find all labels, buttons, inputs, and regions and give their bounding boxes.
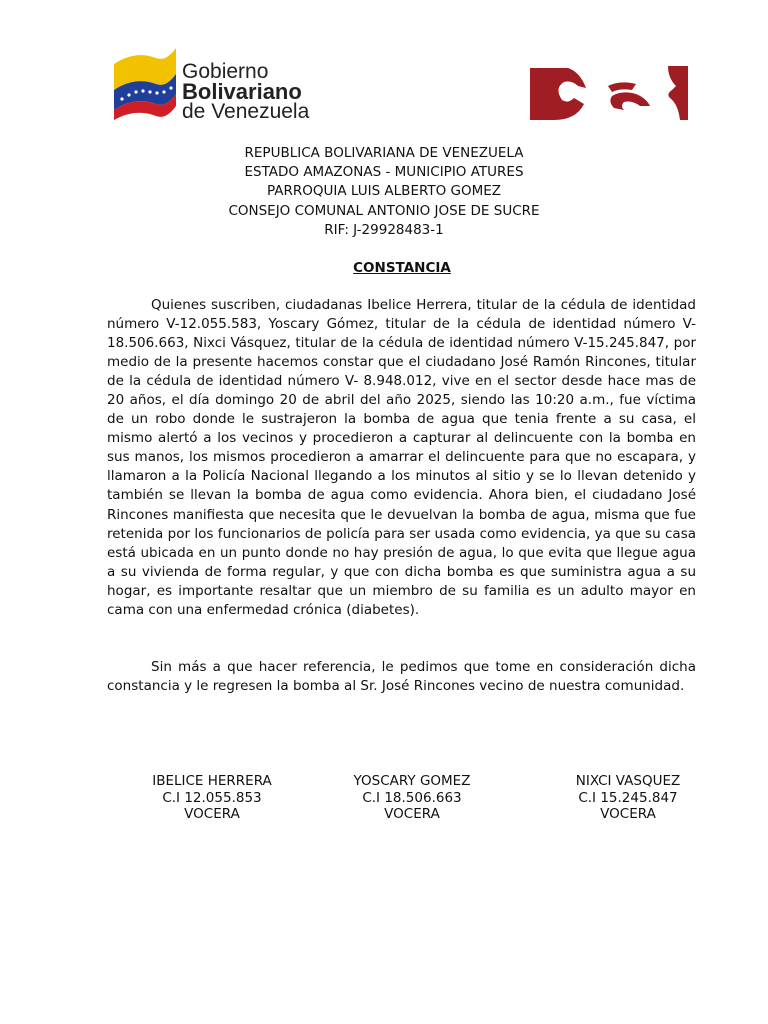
chavez-eyes-emblem bbox=[528, 64, 690, 122]
body-paragraph-1: Quienes suscriben, ciudadanas Ibelice Herrera, titular de la cédula de identidad número V-12.055.583, Yoscary Gómez, titular de la cédula de identidad número V-18.506.663, Nixci Vásquez, titular de la cédula de identidad número V-15.245.847, por medio de la presente hacemos constar que el ciudadano José Ramón Rincones, titular de la cédula de identidad número V- 8.948.012, vive en el sector desde hace mas de 20 años, el día domingo 20 de abril del año 2025, siendo las 10:20 a.m., fue víctima de un robo donde le sustrajeron la bomba de agua que tenia frente a su casa, el mismo alertó a los vecinos y procedieron a capturar al delincuente con la bomba en sus manos, los mismos procedieron a amarrar el delincuente para que no escapara, y llamaron a la Policía Nacional llegando a los minutos al sitio y se lo llevan detenido y también se llevan la bomba de agua como evidencia. Ahora bien, el ciudadano José Rincones manifiesta que necesita que le devuelvan la bomba de agua, misma que fue retenida por los funcionarios de policía para ser usada como evidencia, ya que su casa está ubicada en un punto donde no hay presión de agua, lo que evita que llegue agua a su vivienda de forma regular, y que con dicha bomba es que suministra agua a su hogar, es importante resaltar que un miembro de su familia es un adulto mayor en cama con una enfermedad crónica (diabetes). bbox=[107, 297, 696, 618]
signature-block-2 bbox=[322, 773, 502, 823]
signature-name: IBELICE HERRERA bbox=[152, 773, 272, 789]
signature-ci: C.I 15.245.847 bbox=[578, 789, 678, 806]
document-header bbox=[0, 144, 768, 240]
logo-line-1: Gobierno bbox=[182, 60, 269, 83]
header-line-rif: RIF: J-29928483-1 bbox=[324, 221, 444, 238]
eyes-emblem-icon bbox=[528, 64, 690, 122]
signature-name: NIXCI VASQUEZ bbox=[575, 773, 681, 789]
logo-line-3: de Venezuela bbox=[182, 100, 310, 123]
signature-role: VOCERA bbox=[184, 806, 240, 822]
logo-wordmark bbox=[182, 62, 309, 122]
document-title: CONSTANCIA bbox=[353, 260, 451, 276]
header-line-parish: PARROQUIA LUIS ALBERTO GOMEZ bbox=[266, 183, 502, 200]
header-line-republic: REPUBLICA BOLIVARIANA DE VENEZUELA bbox=[244, 145, 524, 161]
venezuela-flag-icon bbox=[110, 44, 180, 122]
signature-name: YOSCARY GOMEZ bbox=[353, 773, 471, 789]
header-line-state: ESTADO AMAZONAS - MUNICIPIO ATURES bbox=[244, 164, 524, 181]
gobierno-bolivariano-logo bbox=[110, 44, 340, 124]
signature-ci: C.I 12.055.853 bbox=[162, 789, 262, 806]
signature-block-3 bbox=[538, 773, 718, 823]
header-line-council: CONSEJO COMUNAL ANTONIO JOSE DE SUCRE bbox=[228, 202, 540, 219]
body-paragraph-2: Sin más a que hacer referencia, le pedimos que tome en consideración dicha constancia y le regresen la bomba al Sr. José Rincones vecino de nuestra comunidad. bbox=[107, 659, 696, 695]
signature-role: VOCERA bbox=[384, 806, 440, 822]
signature-role: VOCERA bbox=[600, 806, 656, 822]
signature-block-1 bbox=[122, 773, 302, 823]
signature-ci: C.I 18.506.663 bbox=[362, 789, 462, 806]
logo-line-2: Bolivariano bbox=[182, 79, 302, 104]
